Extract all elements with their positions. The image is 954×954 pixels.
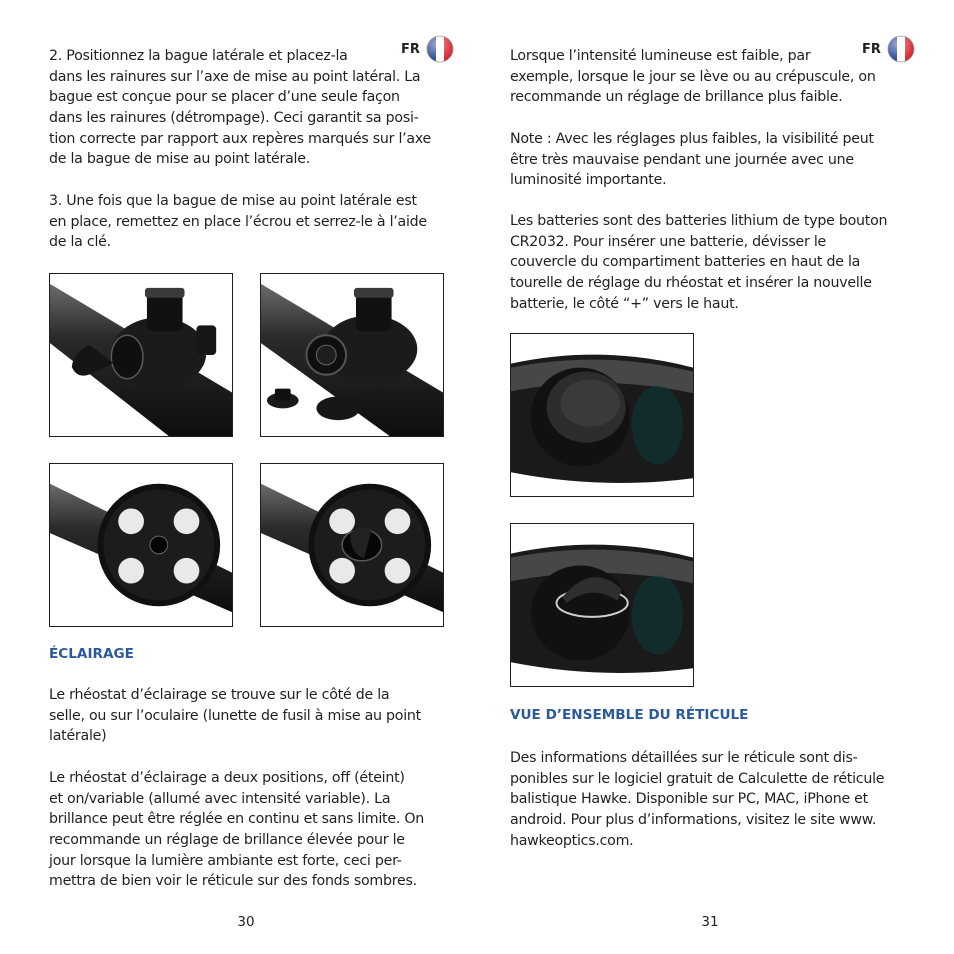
section-heading-illumination: ÉCLAIRAGE	[49, 646, 134, 662]
text-line: dans les rainures sur l’axe de mise au point latéral. La	[49, 68, 421, 85]
text-line: couvercle du compartiment batteries en haut de la	[510, 254, 861, 271]
paragraph-rheostat-positions	[49, 768, 424, 892]
text-line: jour lorsque la lumière ambiante est forte, ceci per-	[49, 852, 402, 869]
scope-photo-side-wheel	[49, 463, 233, 627]
french-flag-icon	[887, 35, 915, 63]
text-line: Note : Avec les réglages plus faibles, la visibilité peut	[510, 131, 874, 147]
text-line: Lorsque l’intensité lumineuse est faible, par	[510, 48, 811, 64]
text-line: Le rhéostat d’éclairage a deux positions, off (éteint)	[49, 770, 405, 786]
text-line: 2. Positionnez la bague latérale et placez-la	[49, 48, 348, 64]
text-line: mettra de bien voir le réticule sur des fonds sombres.	[49, 873, 417, 890]
text-line: être très mauvaise pendant une journée avec une	[510, 151, 854, 168]
text-line: brillance peut être réglée en continu et sans limite. On	[49, 811, 424, 828]
page-number: 31	[701, 914, 719, 930]
section-heading-reticle-overview: VUE D’ENSEMBLE DU RÉTICULE	[510, 707, 749, 723]
text-line: Des informations détaillées sur le réticule sont dis-	[510, 750, 858, 766]
text-line: dans les rainures (détrompage). Ceci garantit sa posi-	[49, 110, 419, 127]
text-line: recommande un réglage de brillance élevée pour le	[49, 832, 405, 849]
text-line: de la bague de mise au point latérale.	[49, 151, 310, 168]
text-line: android. Pour plus d’informations, visitez le site www.	[510, 812, 877, 829]
text-line: de la clé.	[49, 234, 111, 251]
text-line: tion correcte par rapport aux repères marqués sur l’axe	[49, 130, 432, 147]
scope-photo-wheel-with-nut	[260, 463, 444, 627]
scope-photo-battery-cap-lifted	[510, 523, 694, 687]
text-line: et on/variable (allumé avec intensité variable). La	[49, 790, 391, 807]
text-line: latérale)	[49, 728, 107, 745]
paragraph-batteries	[510, 211, 887, 314]
paragraph-nut	[49, 191, 427, 253]
language-code: FR	[401, 41, 420, 57]
text-line: exemple, lorsque le jour se lève ou au crépuscule, on	[510, 68, 876, 85]
text-line: en place, remettez en place l’écrou et serrez-le à l’aide	[49, 213, 427, 230]
paragraph-side-ring	[49, 46, 431, 170]
paragraph-low-light	[510, 46, 876, 108]
text-line: batterie, le côté “+” vers le haut.	[510, 295, 739, 312]
language-code: FR	[862, 41, 881, 57]
paragraph-reticle-info	[510, 748, 884, 851]
paragraph-note	[510, 129, 874, 191]
text-line: recommande un réglage de brillance plus faible.	[510, 89, 843, 106]
page-number: 30	[237, 914, 255, 930]
text-line: CR2032. Pour insérer une batterie, dévisser le	[510, 233, 826, 250]
text-line: Le rhéostat d’éclairage se trouve sur le côté de la	[49, 687, 390, 703]
text-line: luminosité importante.	[510, 172, 667, 189]
text-line: bague est conçue pour se placer d’une seule façon	[49, 89, 400, 106]
text-line: ponibles sur le logiciel gratuit de Calculette de réticule	[510, 770, 885, 787]
scope-photo-battery-cap-closed	[510, 333, 694, 497]
text-line: Les batteries sont des batteries lithium de type bouton	[510, 213, 888, 229]
right-page	[477, 0, 954, 954]
text-line: balistique Hawke. Disponible sur PC, MAC, iPhone et	[510, 791, 868, 808]
paragraph-rheostat-location	[49, 685, 421, 747]
scope-photo-side-ring-nut	[49, 273, 233, 437]
scope-photo-ring-removed	[260, 273, 444, 437]
text-line: selle, ou sur l’oculaire (lunette de fusil à mise au point	[49, 707, 421, 724]
text-line: tourelle de réglage du rhéostat et insérer la nouvelle	[510, 275, 872, 292]
text-line: 3. Une fois que la bague de mise au point latérale est	[49, 193, 417, 209]
text-line: hawkeoptics.com.	[510, 832, 634, 849]
